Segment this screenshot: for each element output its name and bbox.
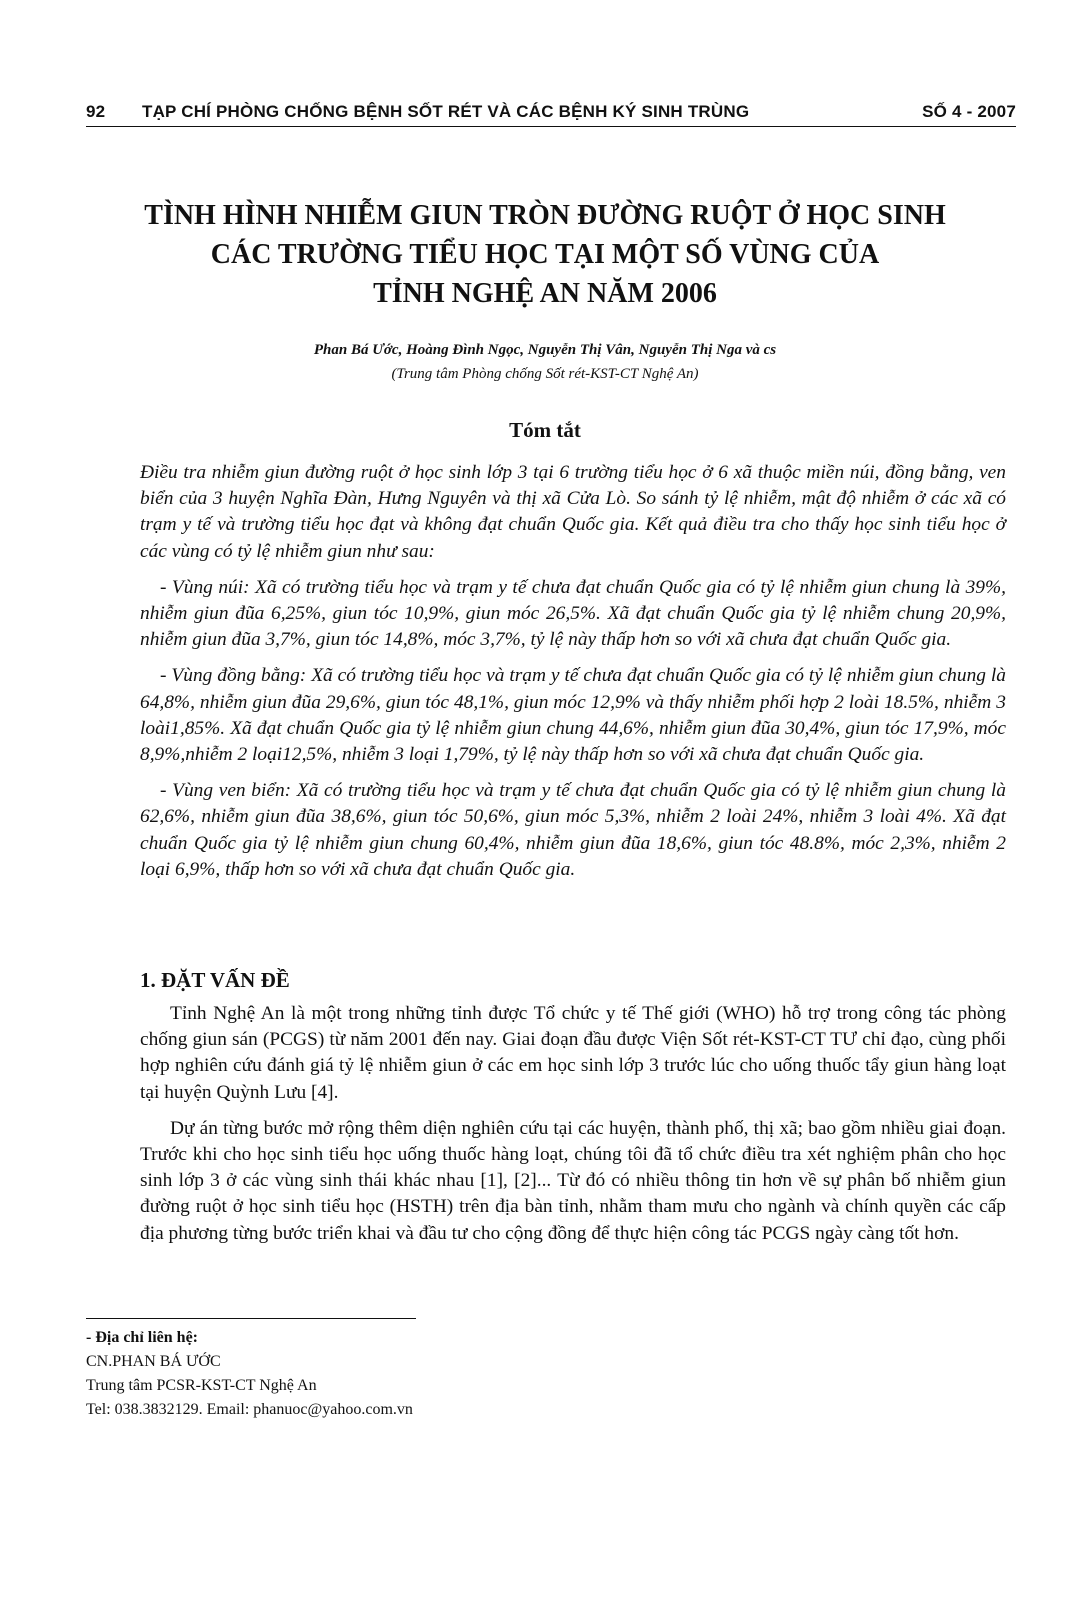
body-paragraph-1: Tỉnh Nghệ An là một trong những tỉnh được Tổ chức y tế Thế giới (WHO) hỗ trợ trong công tác phòng chống giun sán (PCGS) từ năm 2001 đến nay. Giai đoạn đầu được Viện Sốt rét-KST-CT TƯ chỉ đạo, cùng phối hợp nghiên cứu đánh giá tỷ lệ nhiễm giun ở các em học sinh lớp 3 trước lúc cho uống thuốc tẩy giun hàng loạt tại huyện Quỳnh Lưu [4].: [140, 1003, 1006, 1103]
article-title: [120, 196, 970, 313]
footnote: [86, 1326, 686, 1422]
affiliation: (Trung tâm Phòng chống Sốt rét-KST-CT Nghệ An): [391, 366, 699, 382]
abstract: [140, 460, 1006, 893]
footnote-label: - Địa chỉ liên hệ:: [86, 1329, 198, 1346]
authors: Phan Bá Ước, Hoàng Đình Ngọc, Nguyễn Thị Vân, Nguyễn Thị Nga và cs: [313, 342, 777, 358]
title-line-1: TÌNH HÌNH NHIỄM GIUN TRÒN ĐƯỜNG RUỘT Ở HỌC SINH: [144, 200, 946, 231]
footnote-contact: Tel: 038.3832129. Email: phanuoc@yahoo.com.vn: [86, 1401, 413, 1418]
abstract-paragraph-mountain: - Vùng núi: Xã có trường tiểu học và trạm y tế chưa đạt chuẩn Quốc gia có tỷ lệ nhiễm giun chung là 39%, nhiễm giun đũa 6,25%, giun tóc 10,9%, giun móc 26,5%. Xã đạt chuẩn Quốc gia tỷ lệ nhiễm chung 20,9%, nhiễm giun đũa 3,7%, giun tóc 14,8%, móc 3,7%, tỷ lệ này thấp hơn so với xã chưa đạt chuẩn Quốc gia.: [140, 576, 1006, 651]
footnote-name: CN.PHAN BÁ ƯỚC: [86, 1353, 221, 1370]
title-line-2: CÁC TRƯỜNG TIỂU HỌC TẠI MỘT SỐ VÙNG CỦA: [210, 239, 880, 270]
section-heading: 1. ĐẶT VẤN ĐỀ: [140, 968, 290, 992]
section-body: [140, 1001, 1006, 1257]
journal-name: TẠP CHÍ PHÒNG CHỐNG BỆNH SỐT RÉT VÀ CÁC BỆNH KÝ SINH TRÙNG: [142, 102, 750, 121]
body-paragraph-2: Dự án từng bước mở rộng thêm diện nghiên cứu tại các huyện, thành phố, thị xã; bao gồm nhiều giai đoạn. Trước khi cho học sinh tiểu học uống thuốc hàng loạt, chúng tôi đã tổ chức điều tra xét nghiệm phân cho học sinh lớp 3 ở các vùng sinh thái khác nhau [1], [2]... Từ đó có nhiều thông tin hơn về sự phân bố nhiễm giun đường ruột ở học sinh tiểu học (HSTH) trên địa bàn tỉnh, nhằm tham mưu cho ngành và chính quyền các cấp địa phương từng bước triển khai và đầu tư cho cộng đồng để thực hiện công tác PCGS ngày càng tốt hơn.: [140, 1117, 1006, 1244]
title-line-3: TỈNH NGHỆ AN NĂM 2006: [373, 278, 717, 309]
footnote-divider: [86, 1318, 416, 1319]
abstract-paragraph-coast: - Vùng ven biển: Xã có trường tiểu học và trạm y tế chưa đạt chuẩn Quốc gia có tỷ lệ nhiễm giun chung là 62,6%, nhiễm giun đũa 38,6%, giun tóc 50,6%, giun móc 5,3%, nhiễm 2 loài 24%, nhiễm 3 loài 4%. Xã đạt chuẩn Quốc gia tỷ lệ nhiễm giun chung 60,4%, nhiễm giun đũa 18,6%, giun tóc 48.8%, móc 2,3%, nhiễm 2 loại 6,9%, thấp hơn so với xã chưa đạt chuẩn Quốc gia.: [140, 780, 1006, 880]
abstract-heading: Tóm tắt: [509, 418, 581, 442]
running-header: [86, 100, 1016, 127]
footnote-org: Trung tâm PCSR-KST-CT Nghệ An: [86, 1377, 317, 1394]
page-number: 92: [86, 102, 106, 121]
issue-number: SỐ 4 - 2007: [922, 102, 1016, 121]
abstract-paragraph-plain: - Vùng đồng bằng: Xã có trường tiểu học và trạm y tế chưa đạt chuẩn Quốc gia có tỷ lệ nhiễm giun chung là 64,8%, nhiễm giun đũa 29,6%, giun tóc 48,1%, giun móc 12,9% và thấy nhiễm phối hợp 2 loài 18.5%, nhiễm 3 loài1,85%. Xã đạt chuẩn Quốc gia tỷ lệ nhiễm giun chung 44,6%, nhiễm giun đũa 30,4%, giun tóc 17,9%, móc 8,9%,nhiễm 2 loại12,5%, nhiễm 3 loại 1,79%, tỷ lệ này thấp hơn so với xã chưa đạt chuẩn Quốc gia.: [140, 665, 1006, 766]
abstract-paragraph-1: Điều tra nhiễm giun đường ruột ở học sinh lớp 3 tại 6 trường tiểu học ở 6 xã thuộc miền núi, đồng bằng, ven biển của 3 huyện Nghĩa Đàn, Hưng Nguyên và thị xã Cửa Lò. So sánh tỷ lệ nhiễm, mật độ nhiễm ở các xã có trạm y tế và trường tiểu học đạt và không đạt chuẩn Quốc gia. Kết quả điều tra cho thấy học sinh tiểu học ở các vùng có tỷ lệ nhiễm giun như sau:: [140, 462, 1006, 562]
